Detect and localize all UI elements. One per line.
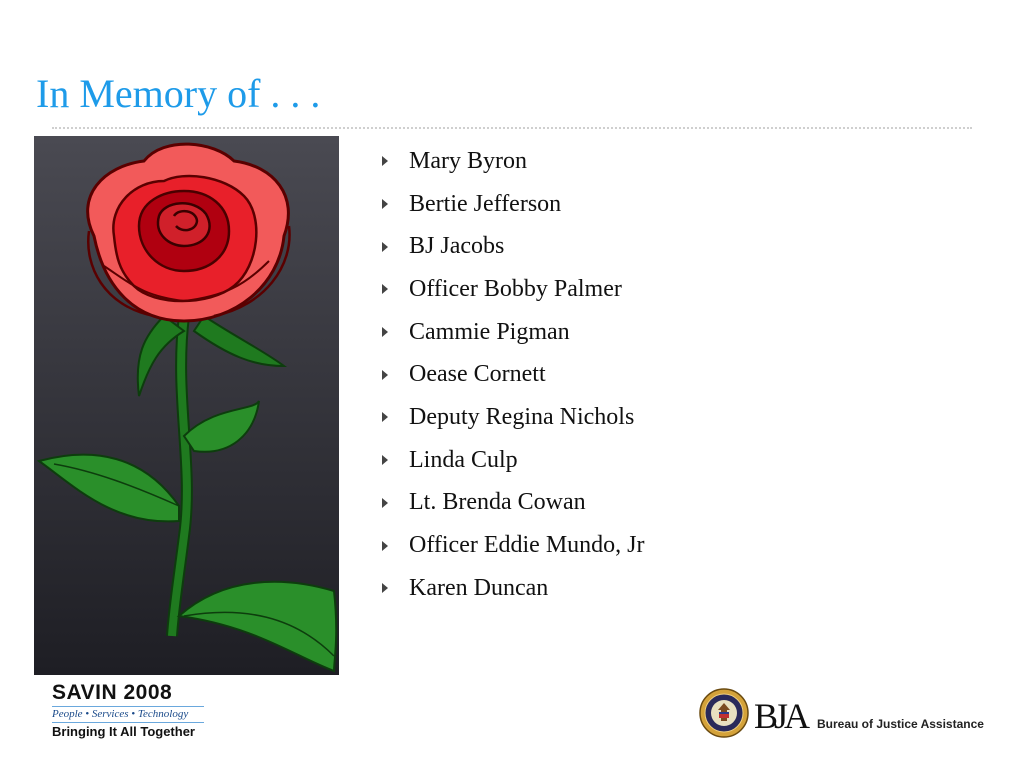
list-item-label: Officer Eddie Mundo, Jr [409, 532, 645, 559]
list-item [380, 567, 645, 610]
title-divider [52, 127, 972, 129]
name-list [380, 140, 645, 610]
list-item [380, 225, 645, 268]
bullet-arrow-icon [382, 156, 388, 166]
list-item [380, 396, 645, 439]
bullet-arrow-icon [382, 583, 388, 593]
bullet-arrow-icon [382, 455, 388, 465]
list-item [380, 524, 645, 567]
list-item-label: Cammie Pigman [409, 318, 570, 345]
bja-logo-mark: BJA [754, 696, 807, 736]
list-item-label: Karen Duncan [409, 574, 549, 601]
list-item [380, 353, 645, 396]
savin-tagline: People • Services • Technology [52, 706, 204, 723]
list-item-label: BJ Jacobs [409, 233, 505, 260]
bullet-arrow-icon [382, 199, 388, 209]
list-item-label: Deputy Regina Nichols [409, 403, 635, 430]
rose-image [34, 136, 339, 675]
savin-logo [52, 681, 204, 741]
list-item [380, 140, 645, 183]
bullet-arrow-icon [382, 541, 388, 551]
list-item [380, 439, 645, 482]
list-item [380, 183, 645, 226]
list-item [380, 482, 645, 525]
list-item-label: Oease Cornett [409, 361, 546, 388]
doj-seal-icon [699, 688, 749, 738]
list-item [380, 311, 645, 354]
list-item-label: Lt. Brenda Cowan [409, 489, 586, 516]
list-item [380, 268, 645, 311]
bullet-arrow-icon [382, 498, 388, 508]
bullet-arrow-icon [382, 327, 388, 337]
bullet-arrow-icon [382, 242, 388, 252]
list-item-label: Officer Bobby Palmer [409, 275, 622, 302]
bullet-arrow-icon [382, 412, 388, 422]
slide-title: In Memory of . . . [36, 71, 321, 116]
list-item-label: Mary Byron [409, 147, 527, 174]
savin-title: SAVIN 2008 [52, 681, 173, 704]
bullet-arrow-icon [382, 370, 388, 380]
list-item-label: Linda Culp [409, 446, 518, 473]
bja-name: Bureau of Justice Assistance [817, 717, 984, 731]
bullet-arrow-icon [382, 284, 388, 294]
savin-subtitle: Bringing It All Together [52, 724, 195, 739]
list-item-label: Bertie Jefferson [409, 190, 562, 217]
